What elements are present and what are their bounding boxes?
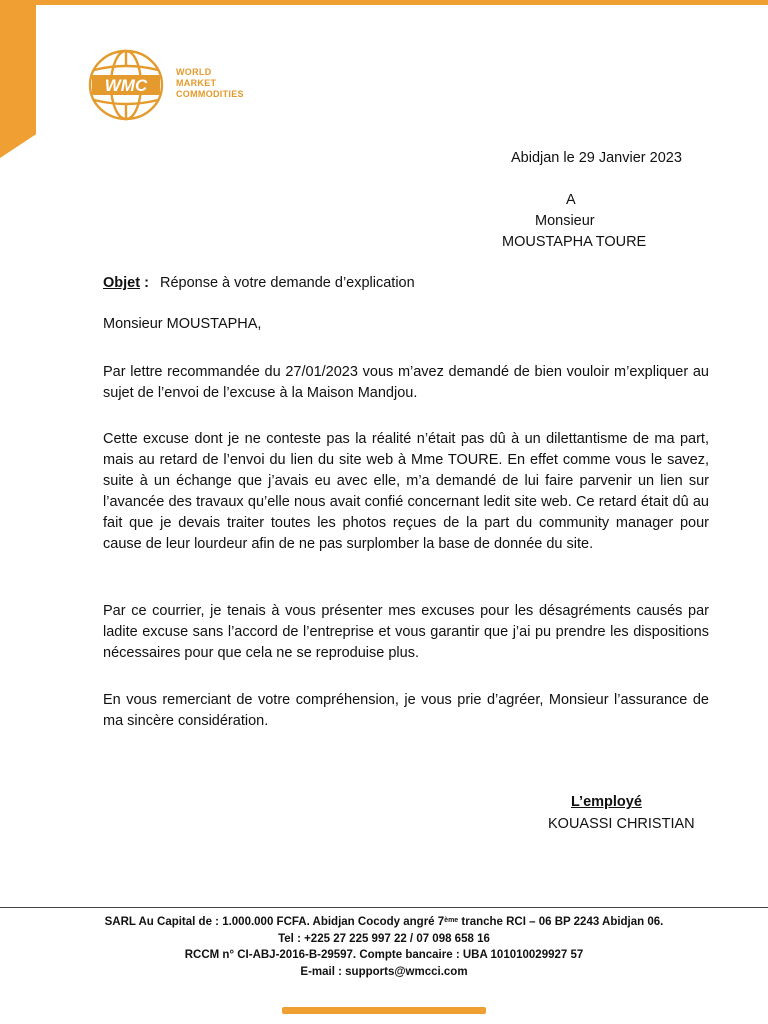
recipient-name: MOUSTAPHA TOURE bbox=[502, 234, 647, 250]
recipient-title: Monsieur bbox=[535, 213, 595, 229]
footer-address-text: SARL Au Capital de : 1.000.000 FCFA. Abidjan Cocody angré 7 bbox=[104, 916, 445, 928]
corner-accent bbox=[0, 0, 36, 158]
recipient-prefix: A bbox=[566, 192, 576, 208]
bottom-accent-bar bbox=[282, 1007, 486, 1014]
logo-initials: WMC bbox=[104, 76, 148, 95]
object-colon: : bbox=[144, 275, 149, 291]
signature-title: L’employé bbox=[571, 794, 642, 810]
wordmark-line: MARKET bbox=[176, 78, 217, 88]
object-label: Objet bbox=[103, 275, 141, 291]
wordmark-line: WORLD bbox=[176, 67, 212, 77]
footer-email: E-mail : supports@wmcci.com bbox=[300, 965, 468, 978]
footer-address-rest: tranche RCI – 06 BP 2243 Abidjan 06. bbox=[458, 916, 664, 928]
body-paragraph: Par ce courrier, je tenais à vous présenter mes excuses pour les désagréments causés par ladite excuse sans l’accord de l’entreprise et vous garantir que j’ai pu prendre les dispositions nécessaires pour que cela ne se reproduise plus. bbox=[103, 603, 709, 661]
body-paragraph: Par lettre recommandée du 27/01/2023 vous m’avez demandé de bien vouloir m’expliquer au sujet de l’envoi de l’excuse à la Maison Mandjou. bbox=[103, 364, 709, 401]
wmc-globe-logo bbox=[86, 48, 166, 122]
company-footer bbox=[0, 914, 768, 980]
footer-divider bbox=[0, 907, 768, 908]
footer-phone: Tel : +225 27 225 997 22 / 07 098 658 16 bbox=[278, 932, 490, 945]
signature-name: KOUASSI CHRISTIAN bbox=[548, 816, 695, 832]
letter-date: Abidjan le 29 Janvier 2023 bbox=[511, 150, 682, 166]
footer-registration: RCCM n° CI-ABJ-2016-B-29597. Compte bancaire : UBA 101010029927 57 bbox=[184, 949, 584, 961]
wordmark-line: COMMODITIES bbox=[176, 89, 244, 99]
body-paragraph: Cette excuse dont je ne conteste pas la réalité n’était pas dû à un dilettantisme de ma part, mais au retard de l’envoi du lien du site web à Mme TOURE. En effet comme vous le savez, suite à un échange que j’avais eu avec elle, m’a demandé de lui faire parvenir un lien sur l’avancée des travaux qu’elle nous avait confié concernant ledit site web. Ce retard était dû au fait que je devais traiter toutes les photos reçues de la part du community manager pour cause de leur lourdeur afin de ne pas surplomber la base de donnée du site. bbox=[103, 431, 709, 552]
letter-object bbox=[103, 275, 415, 291]
footer-address bbox=[0, 914, 768, 931]
top-accent-stripe bbox=[0, 0, 768, 5]
body-paragraph: En vous remerciant de votre compréhension, je vous prie d’agréer, Monsieur l’assurance de ma sincère considération. bbox=[103, 692, 709, 729]
letter-greeting: Monsieur MOUSTAPHA, bbox=[103, 316, 262, 332]
company-wordmark bbox=[176, 67, 244, 100]
footer-ordinal: ème bbox=[444, 917, 459, 924]
object-text: Réponse à votre demande d’explication bbox=[159, 275, 415, 291]
